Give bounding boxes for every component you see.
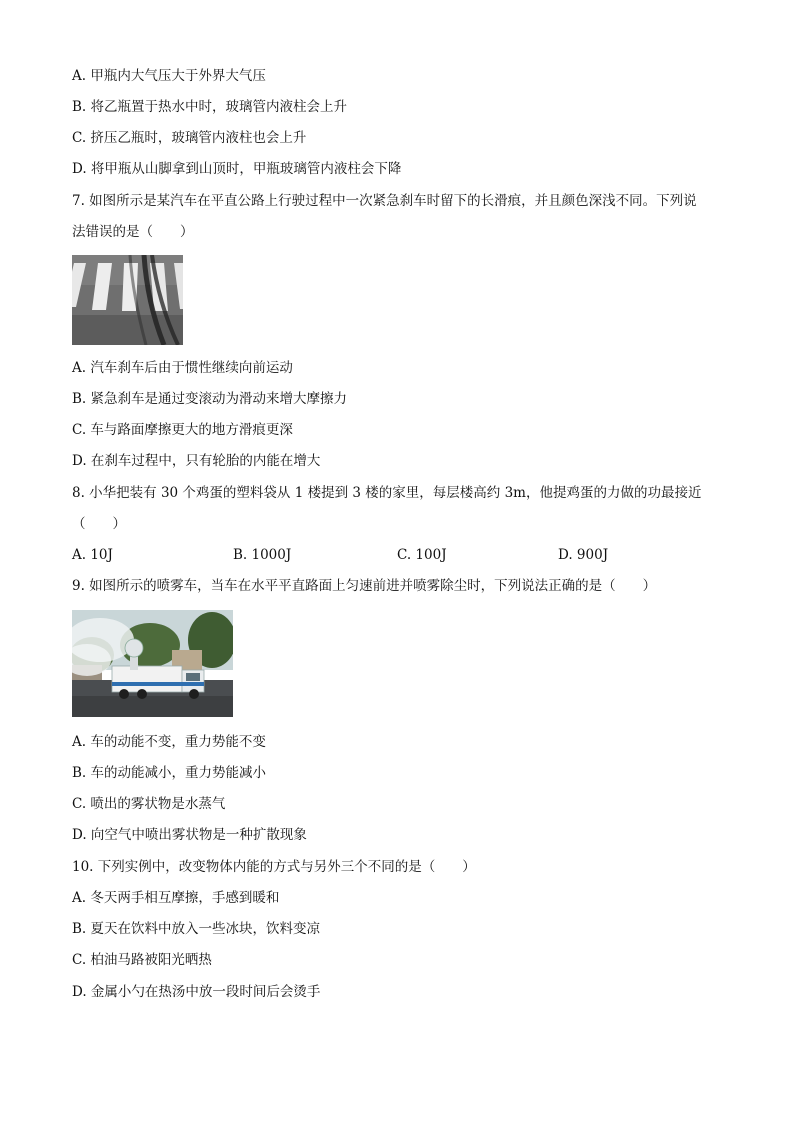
q9-option-a: A. 车的动能不变，重力势能不变 [72,734,266,750]
q10-option-b: B. 夏天在饮料中放入一些冰块，饮料变凉 [72,921,321,937]
q7-option-c: C. 车与路面摩擦更大的地方滑痕更深 [72,422,293,438]
q9-option-c: C. 喷出的雾状物是水蒸气 [72,796,226,812]
q9-option-d: D. 向空气中喷出雾状物是一种扩散现象 [72,827,307,843]
q8-options-row [72,546,752,564]
q7-option-d: D. 在刹车过程中，只有轮胎的内能在增大 [72,453,321,469]
q6-option-b: B. 将乙瓶置于热水中时，玻璃管内液柱会上升 [72,99,348,115]
q9-stem: 9. 如图所示的喷雾车，当车在水平平直路面上匀速前进并喷雾除尘时，下列说法正确的是（ ） [72,578,657,594]
q8-stem-line1: 8. 小华把装有 30 个鸡蛋的塑料袋从 1 楼提到 3 楼的家里，每层楼高约 3m，他提鸡蛋的力做的功最接近 [72,485,702,501]
q6-option-d: D. 将甲瓶从山脚拿到山顶时，甲瓶玻璃管内液柱会下降 [72,161,402,177]
q8-option-a: A. 10J [72,547,113,563]
q10-option-d: D. 金属小勺在热汤中放一段时间后会烫手 [72,984,321,1000]
q7-stem-line2: 法错误的是（ ） [72,224,194,240]
q7-option-a: A. 汽车刹车后由于惯性继续向前运动 [72,360,293,376]
q6-option-c: C. 挤压乙瓶时，玻璃管内液柱也会上升 [72,130,307,146]
q8-option-d: D. 900J [558,547,609,563]
spray-truck-photo [72,610,233,717]
q9-option-b: B. 车的动能减小，重力势能减小 [72,765,267,781]
q10-stem: 10. 下列实例中，改变物体内能的方式与另外三个不同的是（ ） [72,859,476,875]
q7-option-b: B. 紧急刹车是通过变滚动为滑动来增大摩擦力 [72,391,348,407]
q6-option-a: A. 甲瓶内大气压大于外界大气压 [72,68,266,84]
q7-stem-line1: 7. 如图所示是某汽车在平直公路上行驶过程中一次紧急刹车时留下的长滑痕，并且颜色深浅不同。下列说 [72,193,697,209]
q10-option-c: C. 柏油马路被阳光晒热 [72,952,212,968]
q8-option-c: C. 100J [397,547,447,563]
q10-option-a: A. 冬天两手相互摩擦，手感到暖和 [72,890,280,906]
skid-marks-photo [72,255,183,345]
q8-stem-line2: （ ） [72,516,126,532]
q8-option-b: B. 1000J [233,547,292,563]
